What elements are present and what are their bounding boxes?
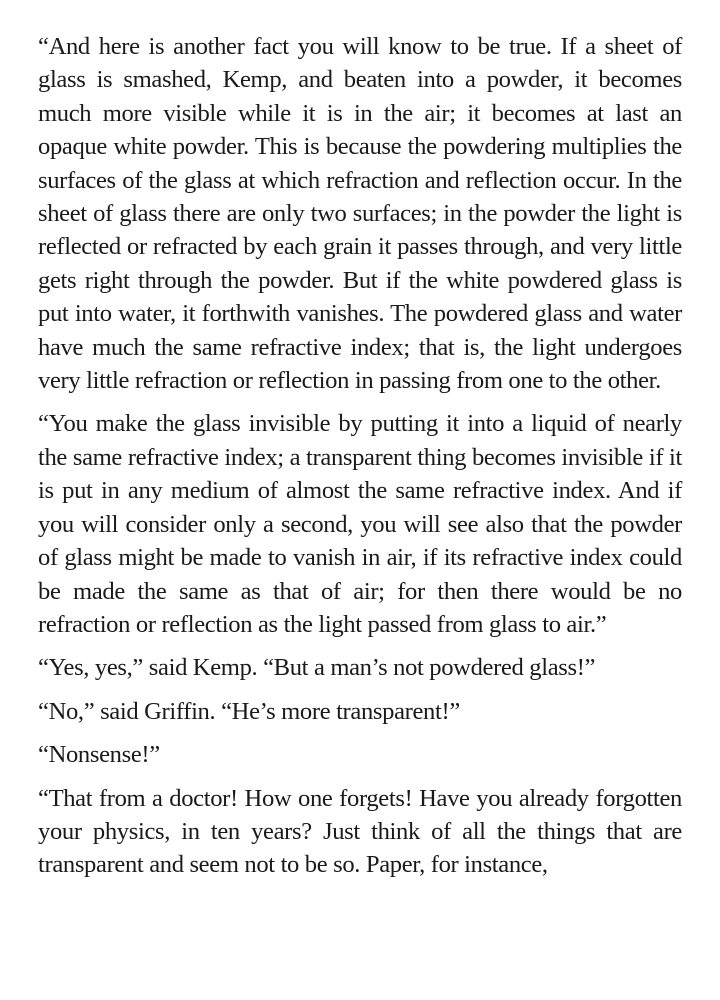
paragraph-doctor-physics: “That from a doctor! How one forgets! Have you already forgotten your physics, in ten years? Just think of all the things that are transparent and seem not to be so. Paper, for instance,: [38, 784, 682, 879]
paragraph-griffin-reply: “No,” said Griffin. “He’s more transparent!”: [38, 697, 460, 725]
paragraph-nonsense: “Nonsense!”: [38, 741, 160, 769]
paragraph-refractive-index: “You make the glass invisible by putting it into a liquid of nearly the same refractive index; a transparent thing becomes invisible if it is put in any medium of almost the same refractive index. And if you will consider only a second, you will see also that the powder of glass might be made to vanish in air, if its refractive index could be made the same as that of air; for then there would be no refraction or reflection as the light passed from glass to air.”: [38, 410, 682, 638]
paragraph-kemp-reply: “Yes, yes,” said Kemp. “But a man’s not powdered glass!”: [38, 654, 596, 682]
paragraph-glass-powder: “And here is another fact you will know to be true. If a sheet of glass is smashed, Kemp, and beaten into a powder, it becomes much more visible while it is in the air; it becomes at last an opaque white powder. This is because the powdering multiplies the surfaces of the glass at which refraction and reflection occur. In the sheet of glass there are only two surfaces; in the powder the light is reflected or refracted by each grain it passes through, and very little gets right through the powder. But if the white powdered glass is put into water, it forthwith vanishes. The powdered glass and water have much the same refractive index; that is, the light undergoes very little refraction or reflection in passing from one to the other.: [38, 33, 682, 395]
